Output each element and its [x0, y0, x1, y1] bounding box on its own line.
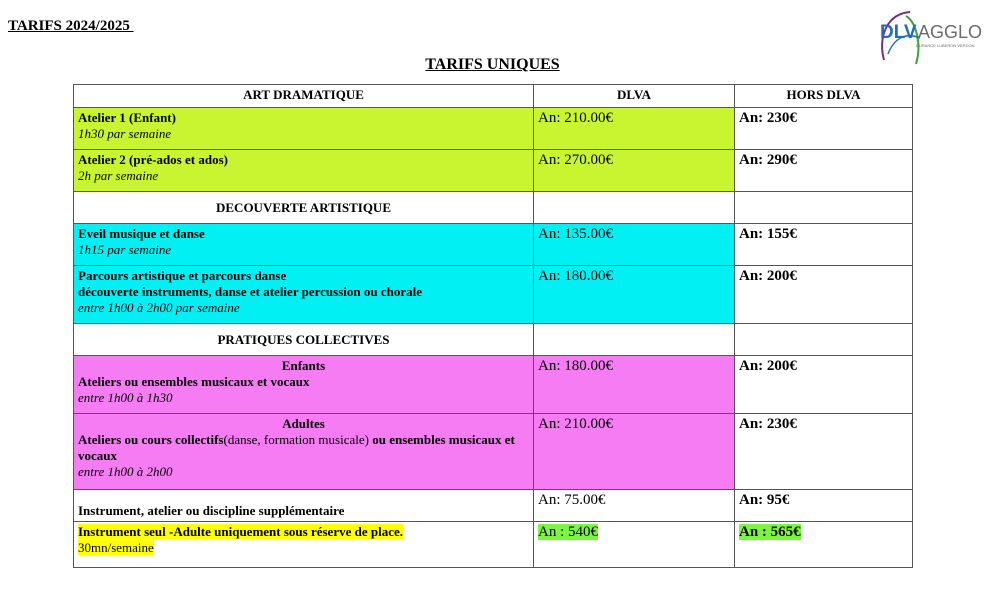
section-subtitle: TARIFS UNIQUES — [425, 56, 560, 73]
header-dlva: DLVA — [534, 85, 735, 108]
row-label — [74, 224, 534, 266]
price-hors-dlva: An: 200€ — [735, 356, 913, 414]
price-dlva: An: 270.00€ — [534, 150, 735, 192]
price-hors-dlva: An: 290€ — [735, 150, 913, 192]
price-dlva: An: 135.00€ — [534, 224, 735, 266]
row-title-part: Ateliers ou cours collectifs — [78, 432, 224, 447]
header-hors-dlva: HORS DLVA — [735, 85, 913, 108]
price-dlva: An: 180.00€ — [534, 356, 735, 414]
empty-cell — [534, 192, 735, 224]
logo-tagline: DURANCE LUBERON VERDON — [916, 43, 975, 48]
row-label — [74, 150, 534, 192]
section-title-decouverte: DECOUVERTE ARTISTIQUE — [74, 192, 534, 224]
price-hors-dlva: An: 155€ — [735, 224, 913, 266]
header-art-dramatique: ART DRAMATIQUE — [74, 85, 534, 108]
row-title: Parcours artistique et parcours danse — [78, 268, 287, 283]
section-title-pratiques: PRATIQUES COLLECTIVES — [74, 324, 534, 356]
row-duration: entre 1h00 à 2h00 par semaine — [78, 300, 240, 315]
row-subtitle: découverte instruments, danse et atelier percussion ou chorale — [78, 284, 422, 299]
price-dlva: An: 210.00€ — [534, 414, 735, 490]
row-label — [74, 108, 534, 150]
table-row — [74, 414, 913, 490]
row-duration: entre 1h00 à 1h30 — [78, 390, 173, 405]
table-row — [74, 108, 913, 150]
row-label — [74, 490, 534, 522]
price-hors-dlva-cell — [735, 522, 913, 568]
price-dlva: An: 210.00€ — [534, 108, 735, 150]
row-label — [74, 522, 534, 568]
row-label — [74, 266, 534, 324]
price-hors-dlva: An: 230€ — [735, 414, 913, 490]
row-title: Instrument seul -Adulte uniquement sous réserve de place. — [78, 524, 403, 539]
row-duration: entre 1h00 à 2h00 — [78, 464, 173, 479]
row-duration: 30mn/semaine — [78, 540, 154, 555]
price-dlva-cell — [534, 522, 735, 568]
section-row — [74, 324, 913, 356]
table-header-row — [74, 85, 913, 108]
tariffs-table — [73, 84, 913, 568]
row-group-title: Adultes — [282, 416, 325, 431]
price-hors-dlva: An: 95€ — [735, 490, 913, 522]
empty-cell — [735, 324, 913, 356]
table-row — [74, 266, 913, 324]
row-title: Atelier 2 (pré-ados et ados) — [78, 152, 228, 167]
price-hors-dlva: An: 230€ — [735, 108, 913, 150]
section-row — [74, 192, 913, 224]
row-title-part: ou ensembles musicaux et vocaux — [78, 432, 515, 463]
price-hors-dlva: An : 565€ — [739, 524, 801, 540]
row-duration: 1h30 par semaine — [78, 126, 172, 141]
price-dlva: An : 540€ — [538, 524, 598, 540]
price-dlva: An: 75.00€ — [534, 490, 735, 522]
row-title — [78, 432, 529, 464]
logo-text-dlv: DLV — [880, 22, 917, 43]
row-label — [74, 356, 534, 414]
empty-cell — [735, 192, 913, 224]
table-row — [74, 150, 913, 192]
document-title: TARIFS 2024/2025 — [8, 18, 134, 34]
row-title: Ateliers ou ensembles musicaux et vocaux — [78, 374, 310, 389]
row-group-title: Enfants — [281, 358, 326, 373]
table-row — [74, 224, 913, 266]
table-row — [74, 490, 913, 522]
row-label — [74, 414, 534, 490]
row-duration: 1h15 par semaine — [78, 242, 172, 257]
row-title: Eveil musique et danse — [78, 226, 205, 241]
row-duration: 2h par semaine — [78, 168, 159, 183]
row-title: Instrument, atelier ou discipline supplémentaire — [78, 503, 345, 518]
table-row — [74, 356, 913, 414]
empty-cell — [534, 324, 735, 356]
table-row — [74, 522, 913, 568]
row-title: Atelier 1 (Enfant) — [78, 110, 176, 125]
logo-text-agglo: AGGLO — [918, 22, 983, 42]
price-dlva: An: 180.00€ — [534, 266, 735, 324]
row-title-note: (danse, formation musicale) — [223, 432, 369, 447]
price-hors-dlva: An: 200€ — [735, 266, 913, 324]
